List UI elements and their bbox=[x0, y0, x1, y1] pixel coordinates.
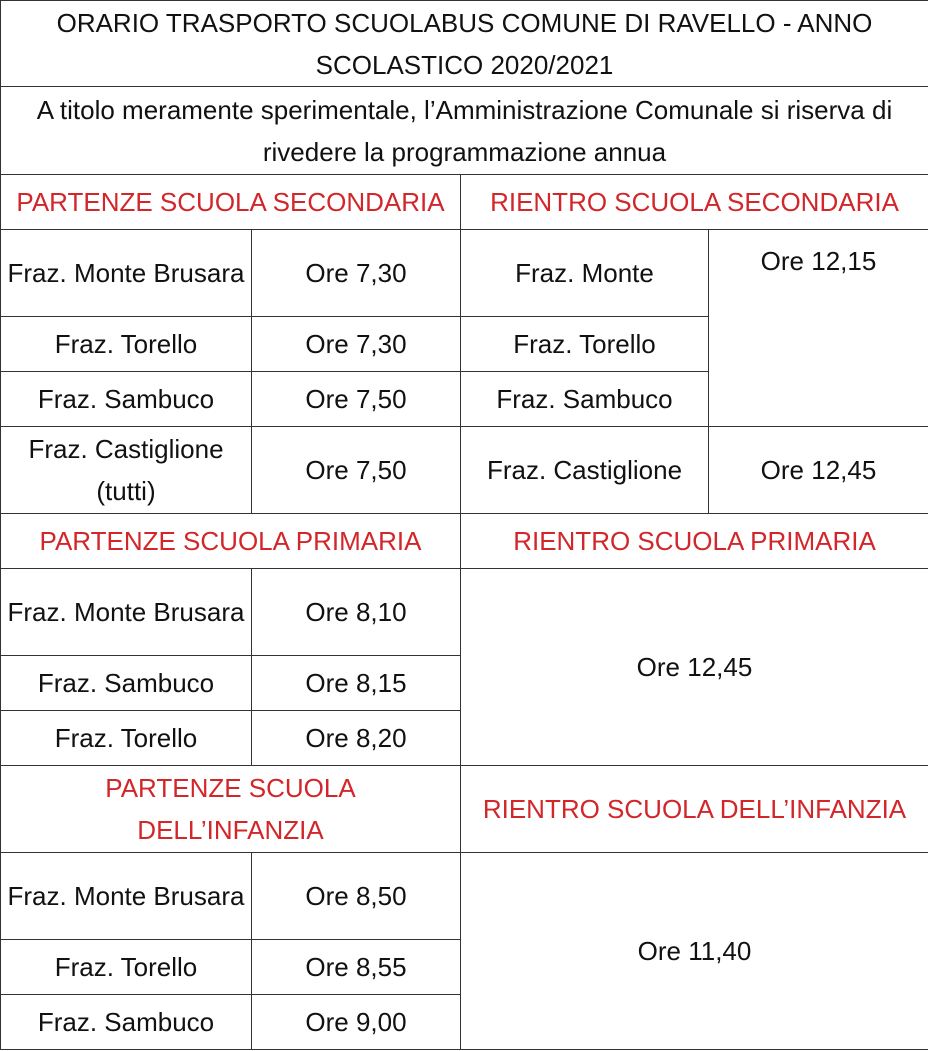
time-cell: Ore 7,30 bbox=[252, 230, 461, 317]
time-cell: Ore 7,30 bbox=[252, 317, 461, 372]
table-row bbox=[1, 569, 928, 656]
rientro-place-cell: Fraz. Monte bbox=[461, 230, 709, 317]
time-cell: Ore 8,20 bbox=[252, 711, 461, 766]
primaria-header-row bbox=[1, 514, 928, 569]
place-cell: Fraz. Sambuco bbox=[1, 995, 252, 1050]
rientro-place-cell: Fraz. Torello bbox=[461, 317, 709, 372]
rientro-infanzia-time-cell: Ore 11,40 bbox=[461, 853, 928, 1050]
rientro-infanzia-heading: RIENTRO SCUOLA DELL’INFANZIA bbox=[461, 766, 928, 853]
place-cell: Fraz. Monte Brusara bbox=[1, 230, 252, 317]
secondaria-header-row bbox=[1, 175, 928, 230]
table-row bbox=[1, 230, 928, 317]
place-cell: Fraz. Castiglione (tutti) bbox=[1, 427, 252, 514]
partenze-primaria-heading: PARTENZE SCUOLA PRIMARIA bbox=[1, 514, 461, 569]
place-cell: Fraz. Torello bbox=[1, 940, 252, 995]
place-cell: Fraz. Monte Brusara bbox=[1, 853, 252, 940]
place-cell: Fraz. Torello bbox=[1, 711, 252, 766]
time-cell: Ore 8,55 bbox=[252, 940, 461, 995]
title-row bbox=[1, 1, 928, 87]
rientro-secondaria-heading: RIENTRO SCUOLA SECONDARIA bbox=[461, 175, 928, 230]
partenze-secondaria-heading: PARTENZE SCUOLA SECONDARIA bbox=[1, 175, 461, 230]
time-cell: Ore 8,15 bbox=[252, 656, 461, 711]
partenze-infanzia-heading: PARTENZE SCUOLA DELL’INFANZIA bbox=[1, 766, 461, 853]
time-cell: Ore 7,50 bbox=[252, 372, 461, 427]
time-cell: Ore 9,00 bbox=[252, 995, 461, 1050]
schedule-title: ORARIO TRASPORTO SCUOLABUS COMUNE DI RAVELLO - ANNO SCOLASTICO 2020/2021 bbox=[1, 1, 928, 87]
place-cell: Fraz. Torello bbox=[1, 317, 252, 372]
place-cell: Fraz. Sambuco bbox=[1, 372, 252, 427]
place-cell: Fraz. Monte Brusara bbox=[1, 569, 252, 656]
table-row bbox=[1, 427, 928, 514]
time-cell: Ore 8,50 bbox=[252, 853, 461, 940]
rientro-place-cell: Fraz. Castiglione bbox=[461, 427, 709, 514]
time-cell: Ore 8,10 bbox=[252, 569, 461, 656]
time-cell: Ore 7,50 bbox=[252, 427, 461, 514]
table-row bbox=[1, 853, 928, 940]
rientro-primaria-time-cell: Ore 12,45 bbox=[461, 569, 928, 766]
rientro-primaria-heading: RIENTRO SCUOLA PRIMARIA bbox=[461, 514, 928, 569]
note-row bbox=[1, 87, 928, 175]
rientro-time-cell: Ore 12,45 bbox=[709, 427, 928, 514]
infanzia-header-row bbox=[1, 766, 928, 853]
rientro-time-group-cell: Ore 12,15 bbox=[709, 230, 928, 427]
rientro-place-cell: Fraz. Sambuco bbox=[461, 372, 709, 427]
schedule-note: A titolo meramente sperimentale, l’Amministrazione Comunale si riserva di rivedere la programmazione annua bbox=[1, 87, 928, 175]
place-cell: Fraz. Sambuco bbox=[1, 656, 252, 711]
